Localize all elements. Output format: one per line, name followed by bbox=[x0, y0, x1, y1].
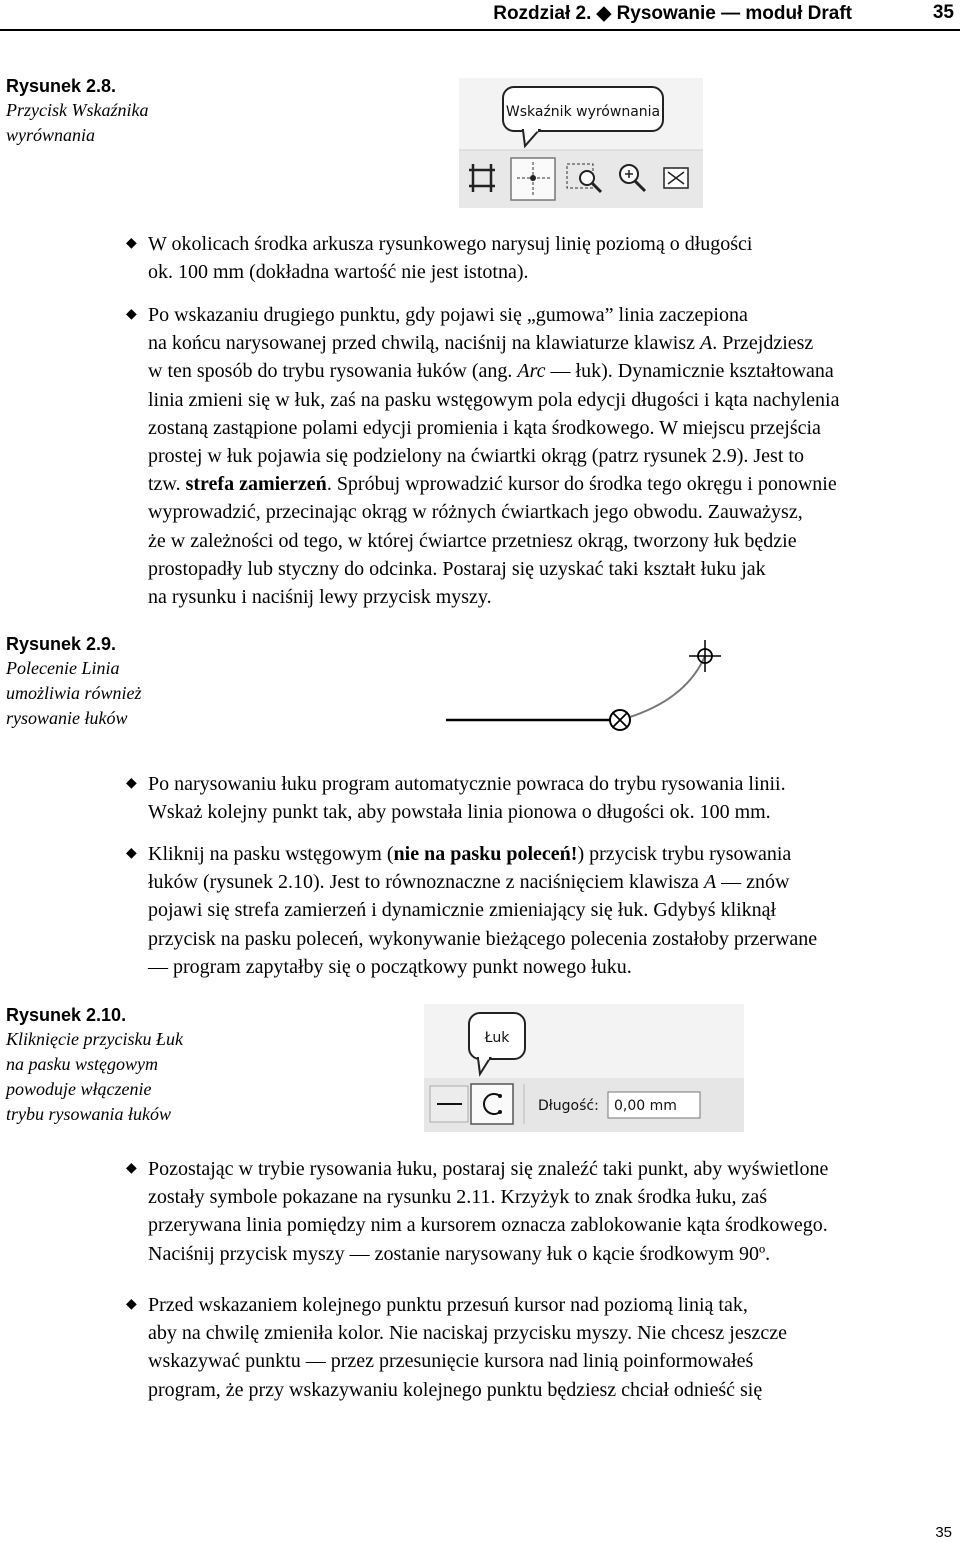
arc-segment bbox=[620, 656, 705, 720]
emphasis: Arc bbox=[517, 360, 546, 383]
header-page-number: 35 bbox=[932, 2, 954, 23]
line-mode-button[interactable] bbox=[430, 1086, 468, 1122]
text-line: linia zmieni się w łuk, zaś na pasku wstęgowym pola edycji długości i kąta nachylenia bbox=[148, 388, 840, 411]
bullet-item bbox=[126, 301, 936, 611]
text-line: ok. 100 mm (dokładna wartość nie jest istotna). bbox=[148, 261, 529, 284]
caption-line: Przycisk Wskaźnika bbox=[6, 100, 149, 120]
text-line: W okolicach środka arkusza rysunkowego narysuj linię poziomą o długości bbox=[148, 233, 753, 255]
emphasis: nie na pasku poleceń! bbox=[393, 843, 578, 865]
bullet-item bbox=[126, 770, 936, 826]
bullet-diamond-icon: ◆ bbox=[126, 1161, 137, 1176]
figure-number: Rysunek 2.9. bbox=[6, 634, 117, 654]
text-line: na końcu narysowanej przed chwilą, naciśnij na klawiaturze klawisz A. Przejdziesz bbox=[148, 332, 814, 355]
caption-line: Polecenie Linia bbox=[6, 658, 120, 678]
figure-2-10-ribbon bbox=[424, 1004, 744, 1132]
text-line: przerywana linia pomiędzy nim a kursorem oznacza zablokowanie kąta środkowego. bbox=[148, 1214, 828, 1237]
figure-caption-2-10 bbox=[6, 1003, 226, 1127]
crosshair-cursor-icon bbox=[689, 640, 721, 672]
bullet-diamond-icon: ◆ bbox=[126, 1297, 137, 1312]
text-line: program, że przy wskazywaniu kolejnego punktu będziesz chciał odnieść się bbox=[148, 1378, 763, 1401]
figure-number: Rysunek 2.8. bbox=[6, 76, 117, 96]
length-label: Długość: bbox=[538, 1098, 599, 1114]
header-rule bbox=[0, 29, 960, 31]
figure-2-9-arc-drawing bbox=[440, 630, 740, 740]
length-input[interactable] bbox=[608, 1092, 700, 1118]
tooltip-text: Łuk bbox=[484, 1030, 510, 1046]
text-line: że w zależności od tego, w której ćwiartce przetniesz okrąg, tworzony łuk będzie bbox=[148, 529, 797, 552]
text-line: Naciśnij przycisk myszy — zostanie narysowany łuk o kącie środkowym 90º. bbox=[148, 1242, 771, 1265]
chapter-title: Rozdział 2. ◆ Rysowanie — moduł Draft bbox=[493, 3, 852, 24]
text-line: Po wskazaniu drugiego punktu, gdy pojawi się „gumowa” linia zaczepiona bbox=[148, 304, 748, 326]
text-line: Przed wskazaniem kolejnego punktu przesuń kursor nad poziomą linią tak, bbox=[148, 1294, 748, 1316]
text-line: prostopadły lub styczny do odcinka. Postaraj się uzyskać taki kształt łuku jak bbox=[148, 557, 766, 580]
figure-caption-2-8 bbox=[6, 74, 226, 148]
text-line: aby na chwilę zmieniła kolor. Nie naciskaj przycisku myszy. Nie chcesz jeszcze bbox=[148, 1322, 788, 1345]
figure-number: Rysunek 2.10. bbox=[6, 1005, 127, 1025]
emphasis: strefa zamierzeń bbox=[185, 473, 327, 496]
tooltip-text: Wskaźnik wyrównania bbox=[505, 104, 661, 120]
caption-line: trybu rysowania łuków bbox=[6, 1104, 171, 1124]
footer-page-number: 35 bbox=[935, 1524, 952, 1541]
figure-caption-2-9 bbox=[6, 632, 226, 731]
bullet-item bbox=[126, 1155, 936, 1268]
text-line: prostej w łuk pojawia się podzielony na ćwiartki okrąg (patrz rysunek 2.9). Jest to bbox=[148, 445, 804, 468]
text-line: zostaną zastąpione polami edycji promienia i kąta środkowego. W miejscu przejścia bbox=[148, 416, 821, 439]
text-line: Kliknij na pasku wstęgowym (nie na pasku poleceń!) przycisk trybu rysowania bbox=[148, 843, 792, 865]
emphasis: A bbox=[700, 332, 713, 355]
bullet-item bbox=[126, 230, 936, 286]
text-line: zostały symbole pokazane na rysunku 2.11. Krzyżyk to znak środka łuku, zaś bbox=[148, 1186, 768, 1209]
zoom-extents-icon[interactable] bbox=[664, 168, 688, 188]
text-line: wskazywać punktu — przez przesunięcie kursora nad linią poinformowałeś bbox=[148, 1350, 754, 1373]
text-line: na rysunku i naciśnij lewy przycisk myszy. bbox=[148, 586, 492, 609]
caption-line: wyrównania bbox=[6, 125, 96, 145]
length-value: 0,00 mm bbox=[614, 1098, 677, 1114]
text-line: Po narysowaniu łuku program automatycznie powraca do trybu rysowania linii. bbox=[148, 773, 786, 795]
caption-line: rysowanie łuków bbox=[6, 708, 128, 728]
arc-mode-button[interactable] bbox=[471, 1084, 513, 1124]
text-line: łuków (rysunek 2.10). Jest to równoznaczne z naciśnięciem klawisza A — znów bbox=[148, 871, 790, 894]
running-header bbox=[460, 2, 960, 28]
caption-line: powoduje włączenie bbox=[6, 1079, 152, 1099]
snap-crosshair-icon[interactable] bbox=[511, 158, 555, 200]
text-line: pojawi się strefa zamierzeń i dynamicznie zmieniający się łuk. Gdybyś kliknął bbox=[148, 899, 777, 922]
intent-zone-circle-icon bbox=[610, 710, 630, 730]
bullet-diamond-icon: ◆ bbox=[126, 236, 137, 251]
bullet-item bbox=[126, 840, 936, 981]
bullet-diamond-icon: ◆ bbox=[126, 776, 137, 791]
figure-2-8-toolbar bbox=[459, 78, 703, 208]
text-line: przycisk na pasku poleceń, wykonywanie bieżącego polecenia zostałoby przerwane bbox=[148, 927, 818, 950]
bullet-item bbox=[126, 1291, 936, 1404]
text-line: tzw. strefa zamierzeń. Spróbuj wprowadzić kursor do środka tego okręgu i ponownie bbox=[148, 473, 837, 496]
bullet-diamond-icon: ◆ bbox=[126, 307, 137, 322]
text-line: — program zapytałby się o początkowy punkt nowego łuku. bbox=[148, 955, 632, 978]
bullet-diamond-icon: ◆ bbox=[126, 846, 137, 861]
caption-line: na pasku wstęgowym bbox=[6, 1054, 158, 1074]
text-line: wyprowadzić, przecinając okrąg w różnych ćwiartkach jego obwodu. Zauważysz, bbox=[148, 501, 803, 524]
emphasis: A bbox=[703, 871, 717, 894]
text-line: Wskaż kolejny punkt tak, aby powstała linia pionowa o długości ok. 100 mm. bbox=[148, 801, 771, 824]
caption-line: umożliwia również bbox=[6, 683, 142, 703]
caption-line: Kliknięcie przycisku Łuk bbox=[6, 1029, 183, 1049]
text-line: w ten sposób do trybu rysowania łuków (ang. Arc — łuk). Dynamicznie kształtowana bbox=[148, 360, 834, 383]
text-line: Pozostając w trybie rysowania łuku, postaraj się znaleźć taki punkt, aby wyświetlone bbox=[148, 1158, 829, 1180]
